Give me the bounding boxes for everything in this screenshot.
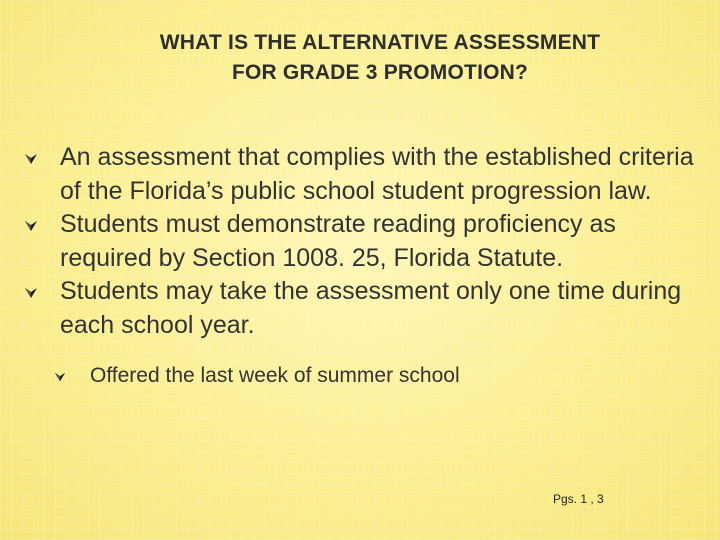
- sub-bullet-item: [24, 362, 704, 390]
- page-reference: Pgs. 1 , 3: [553, 492, 604, 506]
- slide-title: [60, 28, 700, 88]
- bullet-icon: [24, 208, 40, 242]
- sub-bullet-icon: [54, 362, 70, 390]
- bullet-item: [24, 275, 704, 342]
- bullet-text: An assessment that complies with the established criteria of the Florida’s public school student progression law.: [60, 143, 694, 205]
- bullet-text: Students may take the assessment only one time during each school year.: [60, 277, 682, 339]
- bullet-list: [24, 141, 704, 390]
- bullet-item: [24, 208, 704, 275]
- bullet-item: [24, 141, 704, 208]
- slide-title-line-1: WHAT IS THE ALTERNATIVE ASSESSMENT: [159, 31, 601, 54]
- bullet-text: Students must demonstrate reading proficiency as required by Section 1008. 25, Florida Statute.: [60, 210, 616, 272]
- bullet-icon: [24, 141, 40, 175]
- bullet-icon: [24, 275, 40, 309]
- sub-bullet-text: Offered the last week of summer school: [90, 364, 460, 387]
- slide-title-line-2: FOR GRADE 3 PROMOTION?: [231, 61, 529, 84]
